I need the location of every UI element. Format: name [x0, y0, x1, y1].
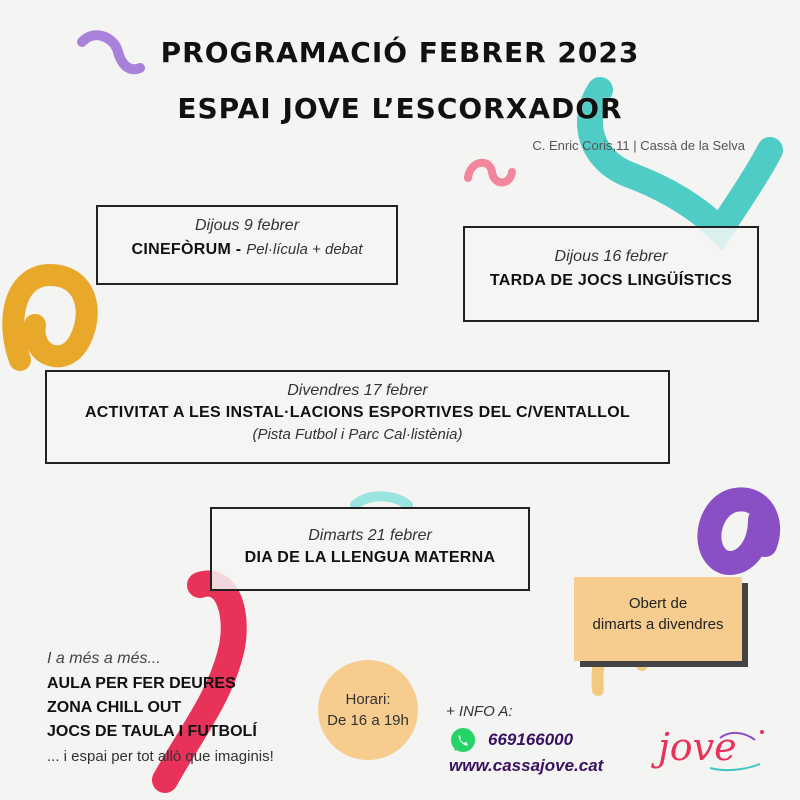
opening-hours-box — [574, 577, 742, 661]
schedule-badge — [318, 660, 418, 760]
event-date: Dijous 16 febrer — [554, 248, 668, 265]
event-card-llengua-materna — [210, 507, 530, 591]
event-detail: Pel·lícula + debat — [246, 241, 363, 258]
extras-intro: I a més a més... — [47, 650, 161, 667]
event-date: Divendres 17 febrer — [287, 382, 428, 399]
schedule-hours: De 16 a 19h — [327, 712, 409, 729]
website-link[interactable]: www.cassajove.cat — [449, 756, 604, 775]
event-card-cineforum — [96, 205, 398, 285]
jove-logo — [650, 720, 780, 780]
pink-squiggle-icon — [468, 163, 512, 183]
whatsapp-icon — [450, 727, 476, 753]
extras-item: ZONA CHILL OUT — [47, 699, 182, 716]
info-label: + INFO A: — [446, 703, 513, 720]
event-card-activitat-esportiva — [45, 370, 670, 464]
purple-nine-squiggle-icon — [709, 499, 768, 563]
event-card-jocs-linguistics — [463, 226, 759, 322]
event-detail: (Pista Futbol i Parc Cal·listènia) — [252, 426, 463, 443]
opening-line1: Obert de — [628, 595, 688, 612]
svg-text:jove: jove — [658, 725, 737, 769]
extras-section — [47, 650, 347, 765]
extras-item: AULA PER FER DEURES — [47, 675, 236, 692]
yellow-squiggle-icon — [13, 275, 87, 360]
address: C. Enric Coris,11 | Cassà de la Selva — [532, 138, 745, 153]
event-name: DIA DE LA LLENGUA MATERNA — [244, 549, 496, 566]
event-name: TARDA DE JOCS LINGÜÍSTICS — [489, 272, 733, 289]
page-title-line2: ESPAI JOVE L’ESCORXADOR — [177, 92, 623, 125]
page-title-line1: PROGRAMACIÓ FEBRER 2023 — [160, 36, 640, 69]
event-date: Dijous 9 febrer — [194, 217, 300, 234]
event-date: Dimarts 21 febrer — [308, 527, 432, 544]
phone-row[interactable] — [450, 727, 573, 753]
schedule-label: Horari: — [345, 691, 391, 708]
extras-outro: ... i espai per tot allò que imaginis! — [47, 748, 274, 765]
teal-small-squiggle-icon — [355, 496, 408, 505]
opening-line2: dimarts a divendres — [592, 616, 724, 633]
event-name: ACTIVITAT A LES INSTAL·LACIONS ESPORTIVES DEL C/VENTALLOL — [84, 404, 631, 421]
phone-number[interactable]: 669166000 — [488, 730, 574, 749]
extras-item: JOCS DE TAULA I FUTBOLÍ — [47, 723, 257, 740]
event-name: CINEFÒRUM - — [131, 241, 247, 258]
